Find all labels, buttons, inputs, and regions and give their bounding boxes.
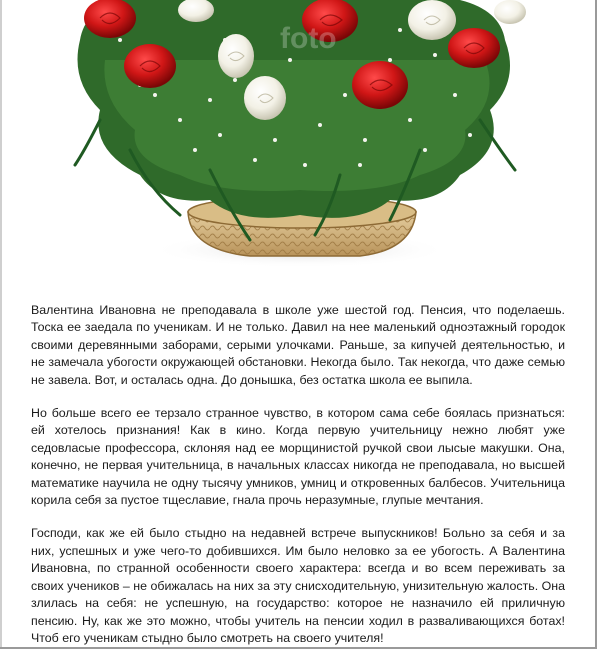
paragraph-3: Господи, как же ей было стыдно на недавней встрече выпускников! Больно за себя и за них, успешных и уже чего-то добившихся. Им было неловко за ее убогость. А Валентина Ивановна, по странной особенности своего характера: всегда и во всем переживать за своих учеников – не обижалась на них за эту снисходительную, унизительную жалость. Она злилась на себя: не успешную, на государство: которое не назначило ей приличную пенсию. Ну, как же это можно, чтобы учитель на пенсии ходил в разваливающихся ботах! Чтоб его ученикам стыдно было смотреть на своего учителя! [31, 526, 565, 645]
watermark-text: foto [280, 22, 337, 55]
paragraph-2: Но больше всего ее терзало странное чувство, в котором сама себе боялась признаться: ей хотелось признания! Как в кино. Когда первую учительницу нежно любят уже седовласые профессора, склоняя над ее морщинистой ручкой свои лысые макушки. Она, конечно, не первая учительница, в начальных классах никогда не преподавала, но высшей математике научила не одну тысячу умников, умниц и откровенных балбесов. Учительница корила себя за пустое тщеславие, гнала прочь неразумные, глупые мечтания. [31, 406, 565, 508]
article-text [31, 302, 565, 649]
bouquet-of-roses-icon [60, 0, 530, 272]
left-border [0, 0, 2, 649]
paragraph-1: Валентина Ивановна не преподавала в школе уже шестой год. Пенсия, что поделаешь. Тоска ее заедала по ученикам. И не только. Давил на нее маленький одноэтажный городок своими деревянными заборами, серыми улочками. Раньше, за кипучей деятельностью, и не замечала убогости окружающей обстановки. Некогда было. Так некогда, что даже семью не завела. Вот, и осталась одна. До донышка, без остатка школа ее выпила. [31, 303, 565, 387]
bouquet-image [60, 0, 530, 272]
